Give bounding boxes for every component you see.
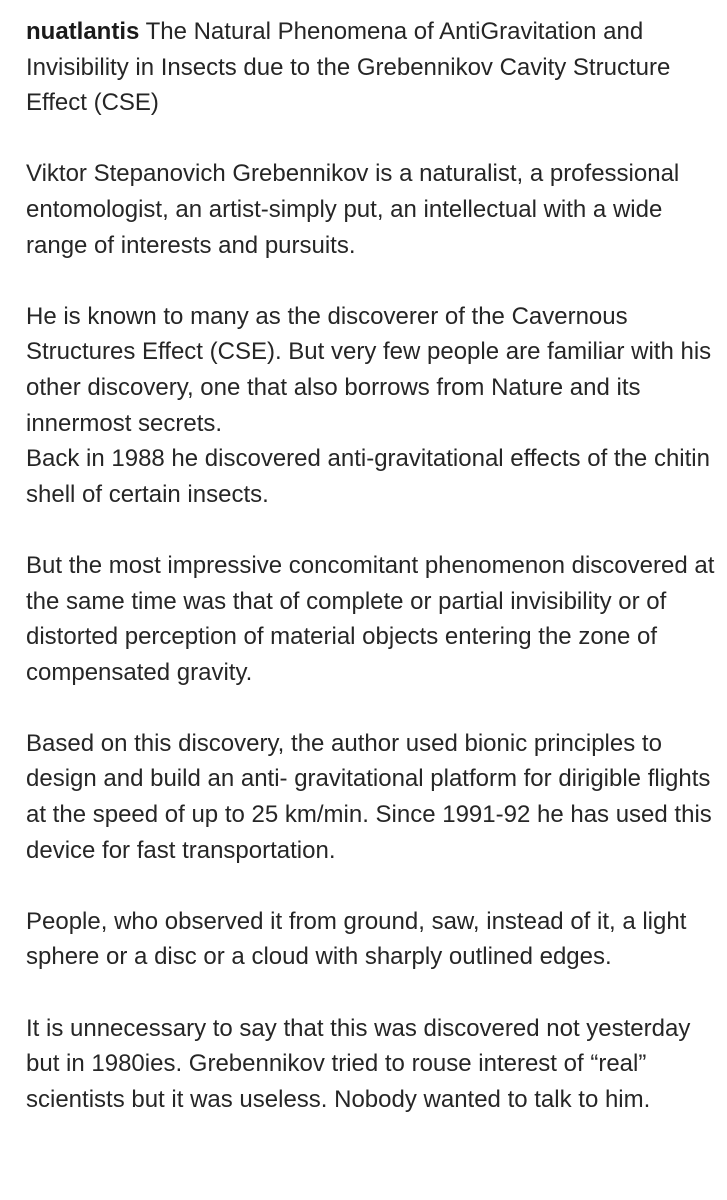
paragraph-discovery-text: He is known to many as the discoverer of the Cavernous Structures Effect (CSE). But very few people are familiar with his other discovery, one that also borrows from Nature and its innermost secrets. bbox=[26, 302, 712, 437]
post-title: The Natural Phenomena of AntiGravitation and Invisibility in Insects due to the Grebennikov Cavity Structure Effect (CSE) bbox=[26, 18, 671, 117]
paragraph-scientists: It is unnecessary to say that this was discovered not yesterday but in 1980ies. Grebennikov tried to rouse interest of “real” scientists but it was useless. Nobody wanted to talk to him. bbox=[26, 1014, 691, 1113]
caption-heading bbox=[26, 14, 716, 121]
paragraph-invisibility: But the most impressive concomitant phenomenon discovered at the same time was that of complete or partial invisibility or of distorted perception of material objects entering the zone of compensated gravity. bbox=[26, 551, 715, 686]
paragraph-platform: Based on this discovery, the author used bionic principles to design and build an anti- gravitational platform for dirigible flights at the speed of up to 25 km/min. Since 1991-92 he has used this device for fast transportation. bbox=[26, 729, 712, 864]
paragraph-observers: People, who observed it from ground, saw, instead of it, a light sphere or a disc or a cloud with sharply outlined edges. bbox=[26, 907, 687, 971]
username-link[interactable]: nuatlantis bbox=[26, 18, 140, 45]
paragraph-intro: Viktor Stepanovich Grebennikov is a naturalist, a professional entomologist, an artist-simply put, an intellectual with a wide range of interests and pursuits. bbox=[26, 160, 680, 259]
paragraph-discovery bbox=[26, 299, 716, 513]
post-caption bbox=[26, 14, 716, 1117]
paragraph-discovery-1988: Back in 1988 he discovered anti-gravitational effects of the chitin shell of certain insects. bbox=[26, 445, 710, 508]
